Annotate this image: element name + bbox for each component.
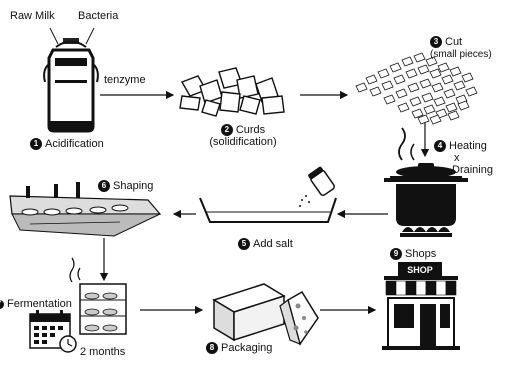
- enzyme-label: tenzyme: [104, 74, 146, 86]
- cheese-block-icon: [214, 284, 318, 344]
- step-8-number: 8: [206, 342, 218, 354]
- two-months-label: 2 months: [80, 346, 126, 358]
- clock-icon: [60, 336, 76, 352]
- step-3-title: Cut: [445, 36, 463, 48]
- step-8-title: Packaging: [221, 342, 273, 354]
- step-5-label: [238, 238, 293, 250]
- step-4-line2: x: [454, 152, 460, 165]
- step-7-number: [0, 300, 4, 309]
- step-3-subtitle: (small pieces): [430, 49, 492, 61]
- step-9-title: Shops: [405, 248, 437, 260]
- milk-can-icon: [44, 28, 98, 131]
- step-1-label: [30, 138, 104, 150]
- step-6-number: 6: [98, 180, 110, 192]
- step-5-title: Add salt: [253, 238, 293, 250]
- step-6-title: Shaping: [113, 180, 154, 192]
- salt-tray-icon: [200, 198, 336, 222]
- cheese-pieces-icon: [356, 53, 477, 124]
- salt-shaker-icon: [299, 166, 335, 207]
- step-7-label: [0, 298, 72, 310]
- step-4-line3: Draining: [452, 164, 493, 177]
- step-6-label: [98, 180, 153, 192]
- step-3-label: [430, 36, 492, 61]
- step-9-number: 9: [390, 248, 402, 260]
- step-2-label: [198, 124, 288, 148]
- raw-milk-label: Raw Milk: [10, 10, 55, 22]
- step-5-number: 5: [238, 238, 250, 250]
- step-3-number: 3: [430, 36, 442, 48]
- step-4-label: [434, 140, 493, 176]
- step-4-number: 4: [434, 140, 446, 152]
- step-4-title: Heating: [449, 140, 487, 152]
- step-2-title: Curds: [235, 124, 266, 136]
- bacteria-label: Bacteria: [78, 10, 119, 22]
- cheese-cubes-icon: [180, 68, 284, 116]
- step-9-label: [390, 248, 436, 260]
- step-1-number: 1: [30, 138, 42, 150]
- step-8-label: [206, 342, 272, 354]
- step-2-number: 2: [221, 124, 233, 136]
- shop-icon: [382, 262, 460, 350]
- shop-sign-text: SHOP: [407, 265, 433, 275]
- step-2-subtitle: (solidification): [209, 136, 277, 149]
- step-7-title: Fermentation: [7, 298, 72, 310]
- aging-rack-icon: [70, 258, 126, 334]
- step-1-title: Acidification: [45, 138, 104, 150]
